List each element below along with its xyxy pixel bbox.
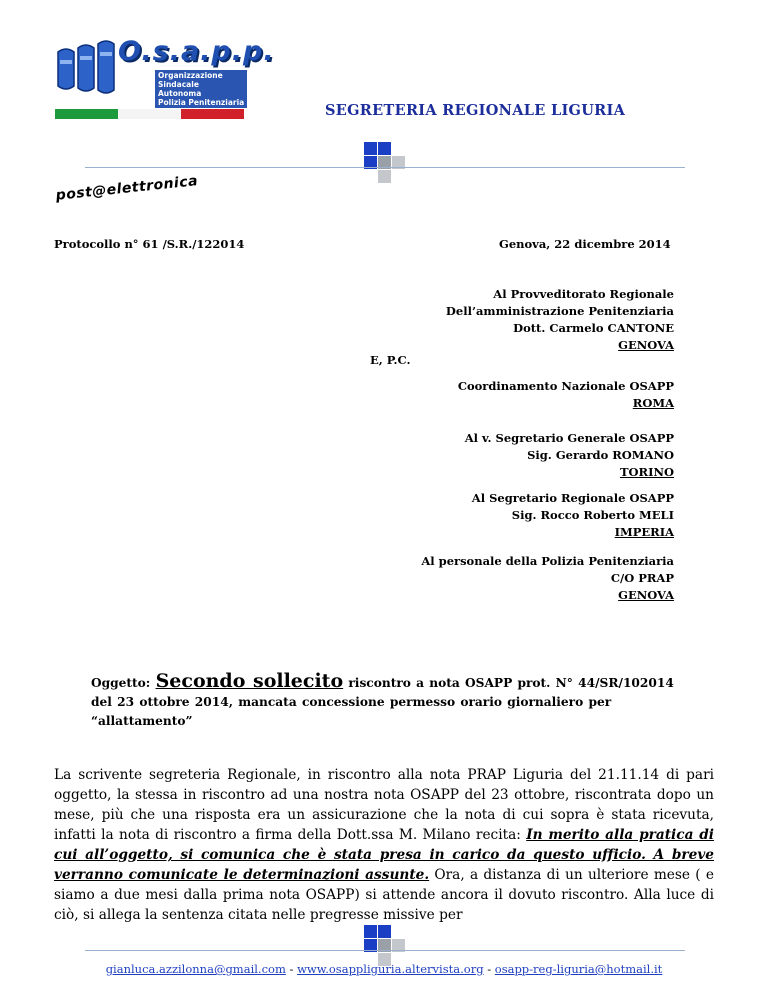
- body-quote: In merito alla pratica di cui all’oggetto, si comunica che è stata presa in carico da questo ufficio. A breve verranno comunicate le determinazioni assunte.: [54, 827, 714, 883]
- decorative-squares-icon: [364, 142, 404, 182]
- footer-divider: [85, 950, 685, 951]
- recipient-line: Sig. Gerardo ROMANO: [527, 448, 674, 462]
- page-title: SEGRETERIA REGIONALE LIGURIA: [325, 102, 626, 119]
- recipient-block: [472, 490, 674, 541]
- recipient-line: Sig. Rocco Roberto MELI: [511, 508, 674, 522]
- recipient-city: GENOVA: [618, 338, 674, 352]
- recipient-block: [446, 286, 674, 354]
- body-text: La scrivente segreteria Regionale, in riscontro alla nota PRAP Liguria del 21.11.14 di pari oggetto, la stessa in riscontro ad una nostra nota OSAPP del 23 ottobre, riscontrata dopo un mese, più che una risposta era un assicurazione che la nota di cui sopra è stata ricevuta, infatti la nota di riscontro a firma della Dott.ssa M. Milano recita:: [54, 767, 714, 843]
- recipient-line: Al v. Segretario Generale OSAPP: [464, 431, 674, 445]
- protocol-number: Protocollo n° 61 /S.R./122014: [54, 237, 245, 251]
- recipient-line: Al Segretario Regionale OSAPP: [471, 491, 674, 505]
- footer-email-link[interactable]: gianluca.azzilonna@gmail.com: [105, 962, 286, 976]
- recipient-block: [465, 430, 674, 481]
- logo-subtitle: [155, 70, 247, 108]
- logo-wordmark: O.s.a.p.p.: [118, 36, 275, 67]
- decorative-squares-icon: [364, 925, 404, 965]
- subject-highlight: Secondo sollecito: [155, 670, 344, 692]
- recipient-city: ROMA: [632, 396, 674, 410]
- footer-separator: -: [285, 962, 298, 976]
- recipient-block: [458, 378, 674, 412]
- logo-subtitle-line: Polizia Penitenziaria: [158, 98, 245, 107]
- recipient-city: IMPERIA: [614, 525, 674, 539]
- recipient-line: Dott. Carmelo CANTONE: [513, 321, 674, 335]
- footer-separator: -: [483, 962, 495, 976]
- body-text: Ora, a distanza di un ulteriore mese ( e siamo a due mesi dalla prima nota OSAPP) si attende ancora il dovuto riscontro. Alla luce di ciò, si allega la sentenza citata nelle pregresse missive per: [54, 867, 714, 923]
- subject-text: riscontro a nota OSAPP prot. N° 44/SR/102014 del 23 ottobre 2014, mancata concessione permesso orario giornaliero per “allattamento”: [91, 676, 674, 728]
- italian-flag-stripe: [55, 109, 245, 119]
- epc-label: E, P.C.: [370, 353, 411, 367]
- recipient-line: Coordinamento Nazionale OSAPP: [457, 379, 674, 393]
- logo-subtitle-line: Organizzazione: [158, 71, 223, 80]
- footer-email-link[interactable]: osapp-reg-liguria@hotmail.it: [494, 962, 663, 976]
- recipient-line: Dell’amministrazione Penitenziaria: [445, 304, 674, 318]
- recipient-city: TORINO: [619, 465, 674, 479]
- logo-subtitle-line: Sindacale: [158, 80, 199, 89]
- recipient-line: Al Provveditorato Regionale: [493, 287, 674, 301]
- recipient-block: [421, 553, 674, 604]
- footer-website-link[interactable]: www.osappliguria.altervista.org: [297, 962, 484, 976]
- letter-body: [54, 765, 714, 925]
- subject-line: [91, 672, 691, 731]
- header-divider: [85, 167, 685, 168]
- recipient-city: GENOVA: [618, 588, 674, 602]
- letter-date: Genova, 22 dicembre 2014: [499, 237, 671, 251]
- recipient-line: Al personale della Polizia Penitenziaria: [421, 554, 674, 568]
- logo-subtitle-line: Autonoma: [158, 89, 202, 98]
- recipient-line: C/O PRAP: [610, 571, 674, 585]
- subject-label: Oggetto:: [91, 676, 151, 690]
- footer: [0, 962, 768, 976]
- post-elettronica-label: post@elettronica: [55, 173, 199, 204]
